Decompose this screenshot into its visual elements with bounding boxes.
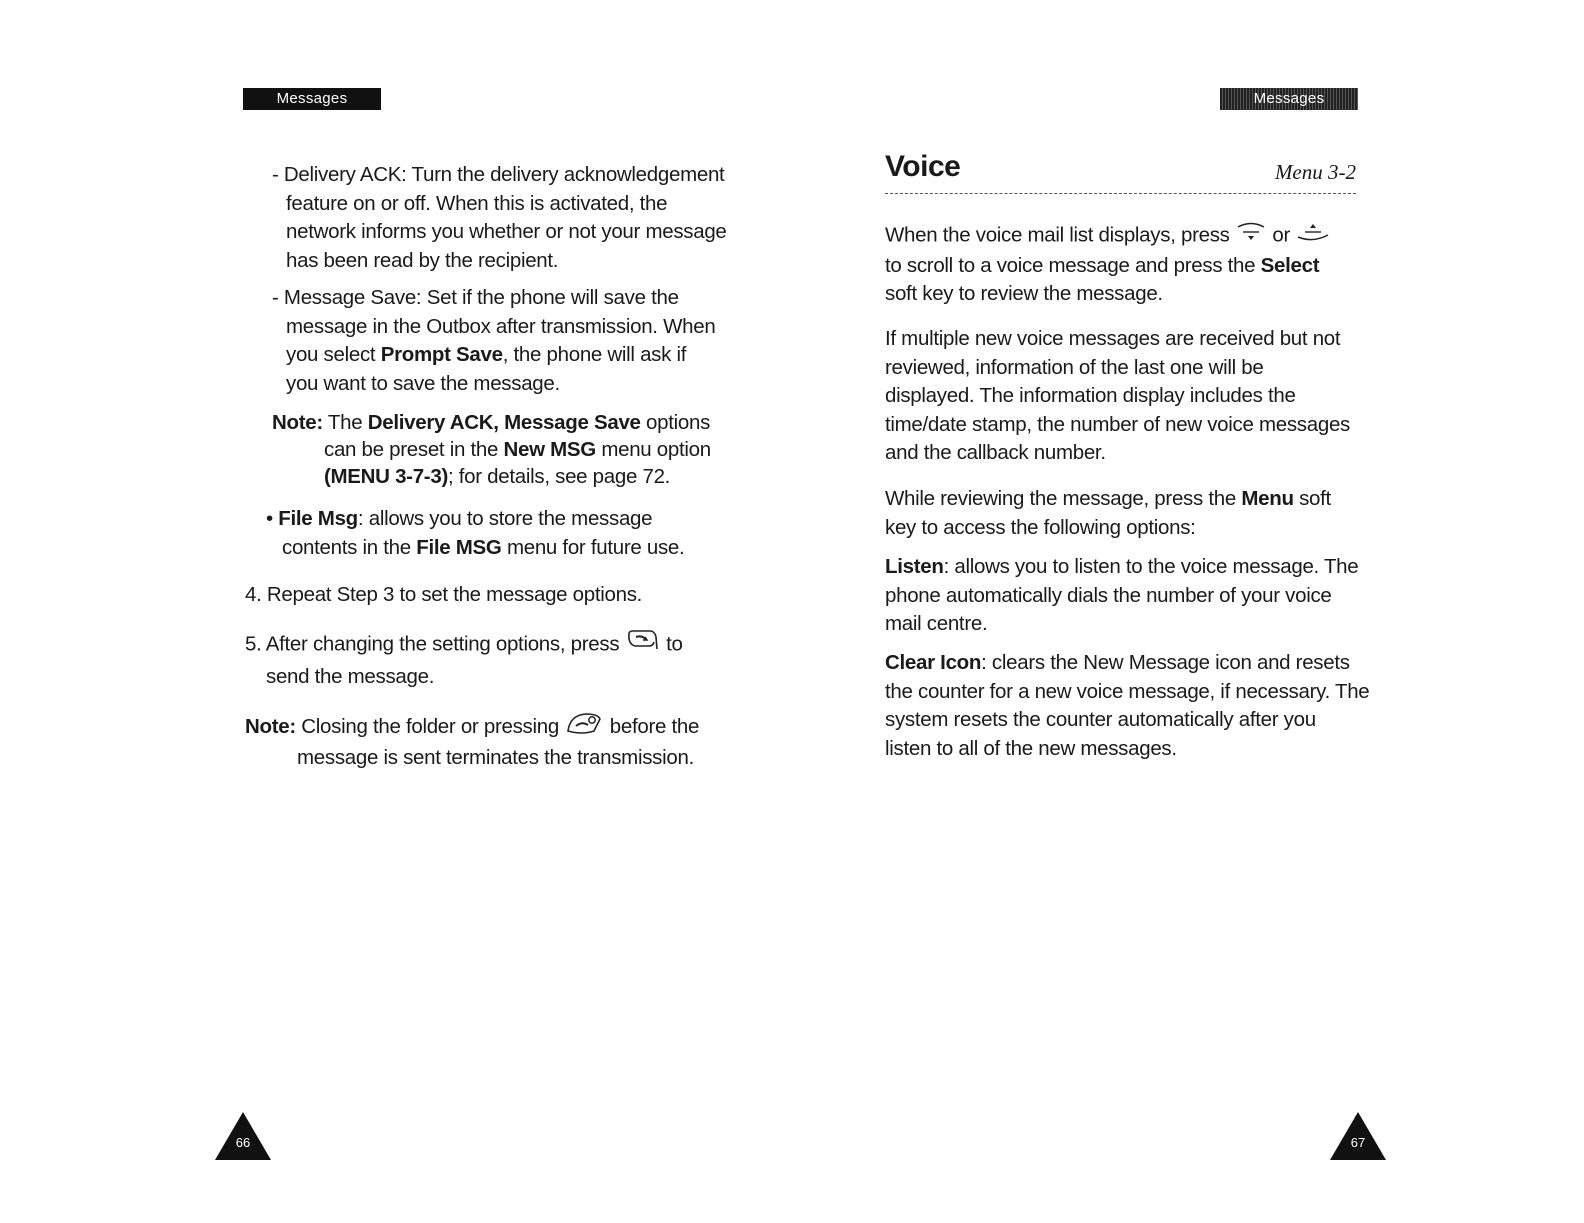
text-line: you select Prompt Save, the phone will ask if xyxy=(286,343,687,366)
note-presets: Note: The Delivery ACK, Message Save options can be preset in the New MSG menu option (MENU 3-7-3); for details, see page 72. xyxy=(272,411,711,488)
text-line: you want to save the message. xyxy=(286,371,560,395)
delivery-ack-item xyxy=(272,161,727,275)
title-divider xyxy=(885,193,1356,194)
note-closing: Note: Closing the folder or pressing before the message is sent terminates the transmission. xyxy=(245,711,699,771)
note-label: Note: xyxy=(245,714,296,738)
section-tab-left: Messages xyxy=(243,88,381,110)
clear-icon-option: Clear Icon: clears the New Message icon and resets the counter for a new voice message, if necessary. The system resets the counter automatically after you listen to all of the new messages. xyxy=(885,651,1370,760)
voice-paragraph-2: If multiple new voice messages are received but not reviewed, information of the last one will be displayed. The information display includes the time/date stamp, the number of new voice messages and the callback number. xyxy=(885,327,1351,464)
text-line: feature on or off. When this is activated, the xyxy=(286,191,668,215)
note-label: Note: xyxy=(272,411,323,434)
text-line: has been read by the recipient. xyxy=(286,248,559,272)
text-line: message in the Outbox after transmission. When xyxy=(286,314,716,338)
page-title: Voice xyxy=(885,150,961,183)
voice-paragraph-3: While reviewing the message, press the Menu soft key to access the following options: xyxy=(885,487,1331,539)
bullet: • xyxy=(266,507,273,530)
page-number-left: 66 xyxy=(213,1110,273,1162)
menu-reference: Menu 3-2 xyxy=(1274,160,1356,184)
text-line: network informs you whether or not your message xyxy=(286,220,727,243)
section-tab-right: Messages xyxy=(1220,88,1358,110)
listen-option: Listen: allows you to listen to the voice message. The phone automatically dials the number of your voice mail centre. xyxy=(885,555,1359,635)
page-number-right: 67 xyxy=(1328,1110,1388,1162)
end-key-icon xyxy=(564,711,604,744)
send-key-icon xyxy=(625,628,661,663)
voice-paragraph-1: When the voice mail list displays, press or to scroll to a voice message and press the Select soft key to review the message. xyxy=(885,221,1331,309)
text-line: - Message Save: Set if the phone will save the xyxy=(272,286,679,309)
file-msg-item: • File Msg: allows you to store the message contents in the File MSG menu for future use. xyxy=(266,507,685,559)
text-line: - Delivery ACK: Turn the delivery acknowledgement xyxy=(272,163,725,186)
step-5: 5. After changing the setting options, press to send the message. xyxy=(245,628,683,691)
step-4: 4. Repeat Step 3 to set the message options. xyxy=(245,583,643,606)
message-save-item xyxy=(272,284,715,398)
scroll-up-key-icon xyxy=(1235,221,1267,252)
scroll-down-key-icon xyxy=(1295,221,1331,252)
